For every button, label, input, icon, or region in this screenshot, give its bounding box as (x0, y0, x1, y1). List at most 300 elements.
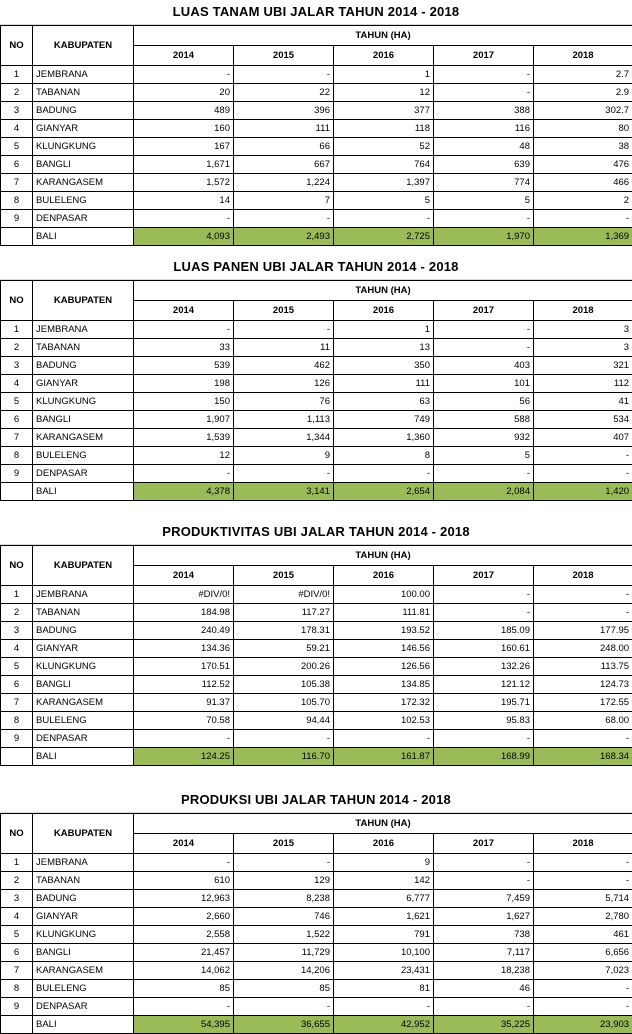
value-cell: 76 (234, 393, 334, 411)
value-cell: 146.56 (334, 640, 434, 658)
value-cell: 407 (534, 429, 632, 447)
total-value-cell: 4,378 (134, 483, 234, 501)
table-row (1, 676, 632, 694)
value-cell: 91.37 (134, 694, 234, 712)
value-cell: - (434, 321, 534, 339)
value-cell: 1,113 (234, 411, 334, 429)
kabupaten-cell: TABANAN (33, 604, 134, 622)
value-cell: 172.55 (534, 694, 632, 712)
value-cell: - (134, 465, 234, 483)
value-cell: 126.56 (334, 658, 434, 676)
header-year: 2016 (334, 46, 434, 66)
value-cell: 9 (234, 447, 334, 465)
table-row (1, 586, 632, 604)
header-year: 2015 (234, 301, 334, 321)
value-cell: 461 (534, 926, 632, 944)
value-cell: 198 (134, 375, 234, 393)
row-number: 3 (1, 890, 33, 908)
value-cell: - (234, 321, 334, 339)
value-cell: 167 (134, 138, 234, 156)
value-cell: 33 (134, 339, 234, 357)
row-number: 2 (1, 84, 33, 102)
value-cell: 2 (534, 192, 632, 210)
value-cell: 18,238 (434, 962, 534, 980)
row-number: 9 (1, 998, 33, 1016)
kabupaten-cell: GIANYAR (33, 640, 134, 658)
value-cell: - (134, 730, 234, 748)
value-cell: 12 (134, 447, 234, 465)
value-cell: 3 (534, 321, 632, 339)
table-row (1, 156, 632, 174)
value-cell: - (134, 66, 234, 84)
header-no: NO (1, 814, 33, 854)
value-cell: - (334, 730, 434, 748)
table-row (1, 411, 632, 429)
value-cell: - (434, 84, 534, 102)
value-cell: 6,777 (334, 890, 434, 908)
value-cell: 14,062 (134, 962, 234, 980)
value-cell: 56 (434, 393, 534, 411)
row-number: 2 (1, 604, 33, 622)
value-cell: 248.00 (534, 640, 632, 658)
table-row (1, 980, 632, 998)
value-cell: 170.51 (134, 658, 234, 676)
value-cell: 59.21 (234, 640, 334, 658)
header-year: 2018 (534, 834, 632, 854)
kabupaten-cell: KLUNGKUNG (33, 393, 134, 411)
value-cell: 240.49 (134, 622, 234, 640)
value-cell: - (434, 465, 534, 483)
table-row (1, 102, 632, 120)
row-number: 1 (1, 321, 33, 339)
total-value-cell: 2,725 (334, 228, 434, 246)
table-row (1, 84, 632, 102)
header-year: 2014 (134, 301, 234, 321)
value-cell: 7,459 (434, 890, 534, 908)
value-cell: - (534, 980, 632, 998)
kabupaten-cell: JEMBRANA (33, 321, 134, 339)
table-row (1, 998, 632, 1016)
value-cell: - (134, 321, 234, 339)
value-cell: 350 (334, 357, 434, 375)
table-row (1, 962, 632, 980)
value-cell: 48 (434, 138, 534, 156)
value-cell: 476 (534, 156, 632, 174)
value-cell: - (534, 854, 632, 872)
value-cell: - (434, 66, 534, 84)
table-row (1, 357, 632, 375)
value-cell: 178.31 (234, 622, 334, 640)
value-cell: 588 (434, 411, 534, 429)
table-section (0, 788, 632, 1034)
total-row (1, 228, 632, 246)
kabupaten-cell: KLUNGKUNG (33, 138, 134, 156)
total-value-cell: 2,084 (434, 483, 534, 501)
table-row (1, 120, 632, 138)
table-row (1, 174, 632, 192)
table-title: PRODUKTIVITAS UBI JALAR TAHUN 2014 - 2018 (0, 520, 632, 545)
kabupaten-cell: KARANGASEM (33, 174, 134, 192)
table-row (1, 854, 632, 872)
header-row (1, 814, 632, 834)
row-number: 4 (1, 120, 33, 138)
value-cell: 105.70 (234, 694, 334, 712)
table-row (1, 138, 632, 156)
value-cell: 81 (334, 980, 434, 998)
header-year: 2016 (334, 566, 434, 586)
kabupaten-cell: DENPASAR (33, 465, 134, 483)
value-cell: 12,963 (134, 890, 234, 908)
row-number: 7 (1, 694, 33, 712)
header-year: 2015 (234, 46, 334, 66)
row-number: 5 (1, 926, 33, 944)
table-row (1, 730, 632, 748)
value-cell: - (534, 586, 632, 604)
value-cell: 1,522 (234, 926, 334, 944)
kabupaten-cell: BULELENG (33, 192, 134, 210)
value-cell: 124.73 (534, 676, 632, 694)
kabupaten-cell: KLUNGKUNG (33, 926, 134, 944)
total-value-cell: 1,369 (534, 228, 632, 246)
value-cell: 1,907 (134, 411, 234, 429)
value-cell: - (434, 872, 534, 890)
value-cell: 193.52 (334, 622, 434, 640)
total-label: BALI (33, 748, 134, 766)
kabupaten-cell: DENPASAR (33, 998, 134, 1016)
value-cell: 774 (434, 174, 534, 192)
row-number: 8 (1, 712, 33, 730)
value-cell: 466 (534, 174, 632, 192)
value-cell: 80 (534, 120, 632, 138)
total-value-cell: 1,970 (434, 228, 534, 246)
header-year: 2015 (234, 566, 334, 586)
value-cell: 160.61 (434, 640, 534, 658)
row-number: 5 (1, 393, 33, 411)
value-cell: 21,457 (134, 944, 234, 962)
kabupaten-cell: DENPASAR (33, 730, 134, 748)
value-cell: 1,539 (134, 429, 234, 447)
value-cell: 94.44 (234, 712, 334, 730)
total-row (1, 748, 632, 766)
value-cell: 9 (334, 854, 434, 872)
value-cell: 185.09 (434, 622, 534, 640)
row-number: 2 (1, 872, 33, 890)
header-year: 2018 (534, 46, 632, 66)
total-value-cell: 3,141 (234, 483, 334, 501)
value-cell: 610 (134, 872, 234, 890)
value-cell: 8 (334, 447, 434, 465)
header-no: NO (1, 26, 33, 66)
table-row (1, 926, 632, 944)
table-section (0, 520, 632, 766)
table-title: PRODUKSI UBI JALAR TAHUN 2014 - 2018 (0, 788, 632, 813)
total-value-cell: 42,952 (334, 1016, 434, 1034)
row-number: 9 (1, 730, 33, 748)
value-cell: - (334, 210, 434, 228)
kabupaten-cell: GIANYAR (33, 375, 134, 393)
table-title: LUAS TANAM UBI JALAR TAHUN 2014 - 2018 (0, 0, 632, 25)
data-table (0, 25, 632, 246)
table-row (1, 622, 632, 640)
kabupaten-cell: BANGLI (33, 944, 134, 962)
value-cell: 68.00 (534, 712, 632, 730)
row-number: 1 (1, 586, 33, 604)
value-cell: 302.7 (534, 102, 632, 120)
value-cell: - (334, 465, 434, 483)
value-cell: 377 (334, 102, 434, 120)
table-row (1, 944, 632, 962)
value-cell: 1 (334, 66, 434, 84)
header-tahun: TAHUN (HA) (134, 814, 632, 834)
value-cell: 11 (234, 339, 334, 357)
value-cell: 396 (234, 102, 334, 120)
row-number: 7 (1, 174, 33, 192)
kabupaten-cell: TABANAN (33, 84, 134, 102)
kabupaten-cell: BADUNG (33, 357, 134, 375)
value-cell: - (234, 730, 334, 748)
value-cell: 1,671 (134, 156, 234, 174)
kabupaten-cell: KLUNGKUNG (33, 658, 134, 676)
value-cell: 2,780 (534, 908, 632, 926)
value-cell: - (434, 210, 534, 228)
value-cell: - (534, 998, 632, 1016)
value-cell: 38 (534, 138, 632, 156)
kabupaten-cell: BANGLI (33, 156, 134, 174)
kabupaten-cell: BADUNG (33, 622, 134, 640)
value-cell: 195.71 (434, 694, 534, 712)
row-number: 1 (1, 66, 33, 84)
value-cell: 134.36 (134, 640, 234, 658)
value-cell: - (234, 854, 334, 872)
value-cell: - (434, 854, 534, 872)
value-cell: - (434, 604, 534, 622)
value-cell: 1,344 (234, 429, 334, 447)
value-cell: 791 (334, 926, 434, 944)
kabupaten-cell: BULELENG (33, 712, 134, 730)
header-kabupaten: KABUPATEN (33, 26, 134, 66)
total-value-cell: 2,654 (334, 483, 434, 501)
value-cell: 667 (234, 156, 334, 174)
value-cell: - (234, 66, 334, 84)
value-cell: 11,729 (234, 944, 334, 962)
kabupaten-cell: BADUNG (33, 890, 134, 908)
header-tahun: TAHUN (HA) (134, 281, 632, 301)
row-number: 4 (1, 908, 33, 926)
value-cell: 5 (434, 192, 534, 210)
header-row (1, 546, 632, 566)
value-cell: 1,627 (434, 908, 534, 926)
value-cell: 462 (234, 357, 334, 375)
value-cell: - (534, 730, 632, 748)
value-cell: - (434, 998, 534, 1016)
value-cell: 321 (534, 357, 632, 375)
kabupaten-cell: KARANGASEM (33, 962, 134, 980)
value-cell: - (434, 586, 534, 604)
header-year: 2016 (334, 301, 434, 321)
value-cell: - (234, 465, 334, 483)
value-cell: 932 (434, 429, 534, 447)
value-cell: 116 (434, 120, 534, 138)
value-cell: - (234, 998, 334, 1016)
value-cell: 150 (134, 393, 234, 411)
kabupaten-cell: JEMBRANA (33, 586, 134, 604)
value-cell: 746 (234, 908, 334, 926)
value-cell: 177.95 (534, 622, 632, 640)
value-cell: - (434, 730, 534, 748)
kabupaten-cell: JEMBRANA (33, 854, 134, 872)
total-value-cell: 23,903 (534, 1016, 632, 1034)
header-tahun: TAHUN (HA) (134, 546, 632, 566)
header-year: 2018 (534, 301, 632, 321)
value-cell: - (134, 998, 234, 1016)
total-row (1, 1016, 632, 1034)
total-value-cell: 2,493 (234, 228, 334, 246)
value-cell: 118 (334, 120, 434, 138)
value-cell: 7 (234, 192, 334, 210)
value-cell: 105.38 (234, 676, 334, 694)
value-cell: 1,360 (334, 429, 434, 447)
total-no-cell (1, 1016, 33, 1034)
header-year: 2016 (334, 834, 434, 854)
total-value-cell: 116.70 (234, 748, 334, 766)
table-row (1, 712, 632, 730)
header-year: 2017 (434, 566, 534, 586)
total-no-cell (1, 228, 33, 246)
value-cell: 12 (334, 84, 434, 102)
kabupaten-cell: TABANAN (33, 339, 134, 357)
value-cell: 7,117 (434, 944, 534, 962)
value-cell: 2.7 (534, 66, 632, 84)
value-cell: 46 (434, 980, 534, 998)
value-cell: - (534, 210, 632, 228)
row-number: 2 (1, 339, 33, 357)
row-number: 6 (1, 411, 33, 429)
value-cell: 539 (134, 357, 234, 375)
table-row (1, 66, 632, 84)
row-number: 5 (1, 138, 33, 156)
value-cell: 5 (434, 447, 534, 465)
value-cell: 100.00 (334, 586, 434, 604)
value-cell: 41 (534, 393, 632, 411)
row-number: 8 (1, 447, 33, 465)
value-cell: 129 (234, 872, 334, 890)
value-cell: 1,397 (334, 174, 434, 192)
value-cell: 5 (334, 192, 434, 210)
value-cell: 142 (334, 872, 434, 890)
total-value-cell: 1,420 (534, 483, 632, 501)
value-cell: - (534, 872, 632, 890)
value-cell: 14 (134, 192, 234, 210)
value-cell: 111 (234, 120, 334, 138)
value-cell: 10,100 (334, 944, 434, 962)
data-table (0, 813, 632, 1034)
header-kabupaten: KABUPATEN (33, 814, 134, 854)
table-row (1, 393, 632, 411)
header-row (1, 26, 632, 46)
row-number: 5 (1, 658, 33, 676)
row-number: 1 (1, 854, 33, 872)
value-cell: 117.27 (234, 604, 334, 622)
value-cell: 764 (334, 156, 434, 174)
value-cell: 2,558 (134, 926, 234, 944)
value-cell: 200.26 (234, 658, 334, 676)
value-cell: 639 (434, 156, 534, 174)
total-label: BALI (33, 228, 134, 246)
value-cell: 121.12 (434, 676, 534, 694)
value-cell: 388 (434, 102, 534, 120)
value-cell: 126 (234, 375, 334, 393)
value-cell: - (134, 210, 234, 228)
value-cell: 489 (134, 102, 234, 120)
header-kabupaten: KABUPATEN (33, 281, 134, 321)
table-row (1, 694, 632, 712)
total-row (1, 483, 632, 501)
row-number: 9 (1, 465, 33, 483)
table-section (0, 0, 632, 246)
kabupaten-cell: BULELENG (33, 447, 134, 465)
value-cell: #DIV/0! (234, 586, 334, 604)
header-year: 2014 (134, 566, 234, 586)
header-year: 2014 (134, 834, 234, 854)
total-label: BALI (33, 1016, 134, 1034)
total-no-cell (1, 748, 33, 766)
value-cell: - (134, 854, 234, 872)
total-value-cell: 168.34 (534, 748, 632, 766)
kabupaten-cell: BULELENG (33, 980, 134, 998)
value-cell: 1,621 (334, 908, 434, 926)
header-tahun: TAHUN (HA) (134, 26, 632, 46)
value-cell: 85 (234, 980, 334, 998)
kabupaten-cell: TABANAN (33, 872, 134, 890)
value-cell: - (234, 210, 334, 228)
value-cell: 403 (434, 357, 534, 375)
value-cell: 3 (534, 339, 632, 357)
value-cell: 23,431 (334, 962, 434, 980)
header-year: 2017 (434, 46, 534, 66)
value-cell: 63 (334, 393, 434, 411)
value-cell: 22 (234, 84, 334, 102)
value-cell: 52 (334, 138, 434, 156)
table-row (1, 447, 632, 465)
value-cell: 2,660 (134, 908, 234, 926)
header-no: NO (1, 546, 33, 586)
row-number: 6 (1, 676, 33, 694)
header-no: NO (1, 281, 33, 321)
row-number: 7 (1, 429, 33, 447)
table-row (1, 872, 632, 890)
table-row (1, 658, 632, 676)
table-row (1, 375, 632, 393)
total-value-cell: 124.25 (134, 748, 234, 766)
table-row (1, 465, 632, 483)
row-number: 7 (1, 962, 33, 980)
value-cell: 160 (134, 120, 234, 138)
header-year: 2015 (234, 834, 334, 854)
value-cell: 85 (134, 980, 234, 998)
value-cell: 172.32 (334, 694, 434, 712)
table-row (1, 429, 632, 447)
value-cell: - (434, 339, 534, 357)
value-cell: 95.83 (434, 712, 534, 730)
value-cell: 749 (334, 411, 434, 429)
kabupaten-cell: GIANYAR (33, 908, 134, 926)
total-value-cell: 35,225 (434, 1016, 534, 1034)
table-row (1, 908, 632, 926)
row-number: 6 (1, 944, 33, 962)
table-section (0, 255, 632, 501)
table-row (1, 604, 632, 622)
row-number: 8 (1, 192, 33, 210)
